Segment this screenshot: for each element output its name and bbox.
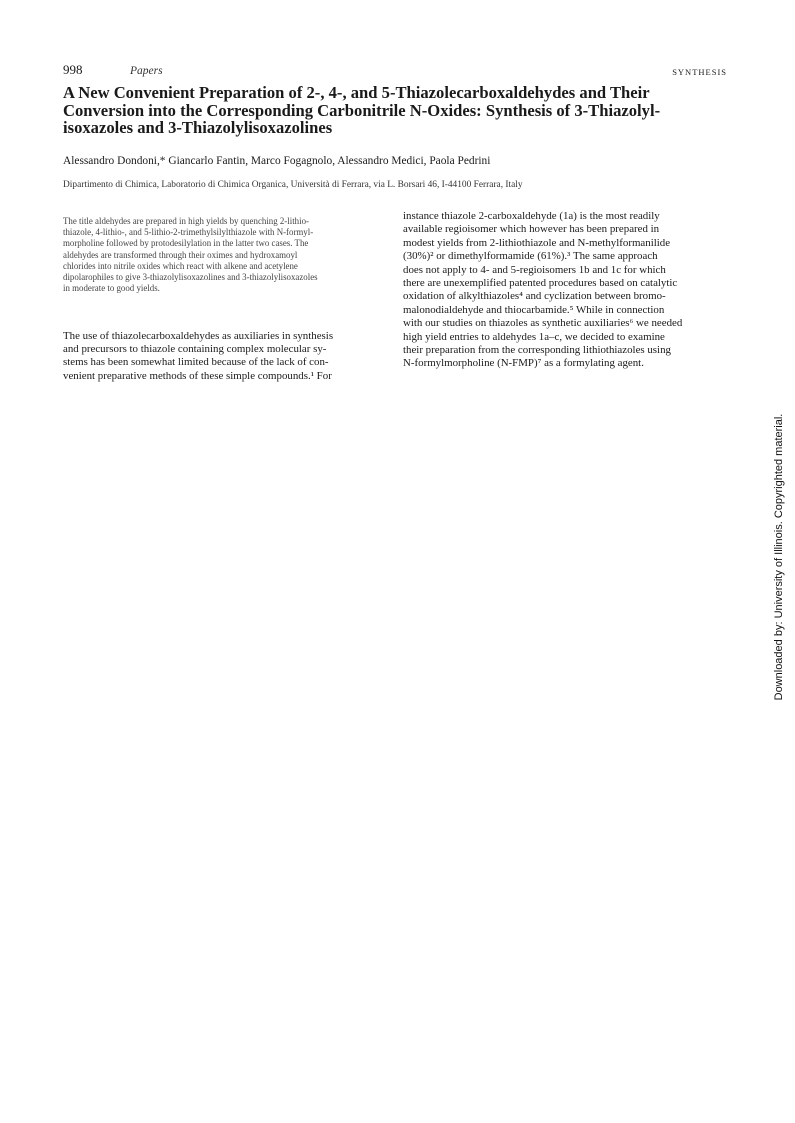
body-line: and precursors to thiazole containing complex molecular sy-: [63, 343, 327, 356]
abstract-line: chlorides into nitrile oxides which react with alkene and acetylene: [63, 260, 298, 271]
page-number: 998: [63, 62, 83, 77]
abstract-line: in moderate to good yields.: [63, 283, 160, 294]
title-line: Conversion into the Corresponding Carbonitrile N-Oxides: Synthesis of 3-Thiazolyl-: [63, 100, 661, 120]
body-line: oxidation of alkylthiazoles⁴ and cyclization between bromo-: [403, 290, 666, 303]
abstract-line: morpholine followed by protodesilylation in the latter two cases. The: [63, 238, 309, 249]
author-affiliation: Dipartimento di Chimica, Laboratorio di Chimica Organica, Università di Ferrara, via L. Borsari 46, I-44100 Ferrara, Italy: [63, 180, 523, 190]
body-line: modest yields from 2-lithiothiazole and N-methylformanilide: [403, 236, 671, 249]
body-line: venient preparative methods of these simple compounds.¹ For: [63, 369, 332, 382]
body-line: The use of thiazolecarboxaldehydes as auxiliaries in synthesis: [63, 330, 334, 342]
body-line: does not apply to 4- and 5-regioisomers 1b and 1c for which: [403, 263, 666, 276]
body-line: stems has been somewhat limited because of the lack of con-: [63, 356, 329, 369]
article-title: [63, 84, 735, 137]
abstract-line: aldehydes are transformed through their oximes and hydroxamoyl: [63, 249, 298, 260]
author-list: Alessandro Dondoni,* Giancarlo Fantin, Marco Fogagnolo, Alessandro Medici, Paola Pedrini: [63, 155, 491, 167]
download-watermark: [771, 412, 787, 702]
body-line: their preparation from the corresponding lithiothiazoles using: [403, 344, 671, 357]
section-label: Papers: [130, 65, 163, 77]
body-line: N-formylmorpholine (N-FMP)⁷ as a formylating agent.: [403, 357, 644, 370]
watermark-text: Downloaded by: University of Illinois. Copyrighted material.: [773, 413, 785, 701]
title-line: isoxazoles and 3-Thiazolylisoxazolines: [63, 118, 333, 137]
abstract-line: The title aldehydes are prepared in high yields by quenching 2-lithio-: [63, 216, 309, 226]
title-line: A New Convenient Preparation of 2-, 4-, and 5-Thiazolecarboxaldehydes and Their: [63, 83, 650, 102]
body-line: (30%)² or dimethylformamide (61%).³ The same approach: [403, 250, 658, 263]
abstract-line: dipolarophiles to give 3-thiazolylisoxazolines and 3-thiazolylisoxazoles: [63, 272, 318, 283]
abstract: [63, 216, 393, 294]
right-column-text: [403, 210, 728, 371]
introduction-paragraph: [63, 330, 390, 383]
body-line: high yield entries to aldehydes 1a–c, we decided to examine: [403, 330, 665, 343]
journal-name: SYNTHESIS: [672, 67, 727, 77]
body-line: there are unexemplified patented procedures based on catalytic: [403, 277, 678, 290]
body-line: available regioisomer which however has been prepared in: [403, 223, 660, 236]
body-line: with our studies on thiazoles as synthetic auxiliaries⁶ we needed: [403, 317, 683, 330]
body-line: malonodialdehyde and thiocarbamide.⁵ While in connection: [403, 303, 665, 316]
abstract-line: thiazole, 4-lithio-, and 5-lithio-2-trimethylsilylthiazole with N-formyl-: [63, 227, 314, 238]
body-line: instance thiazole 2-carboxaldehyde (1a) is the most readily: [403, 210, 660, 222]
